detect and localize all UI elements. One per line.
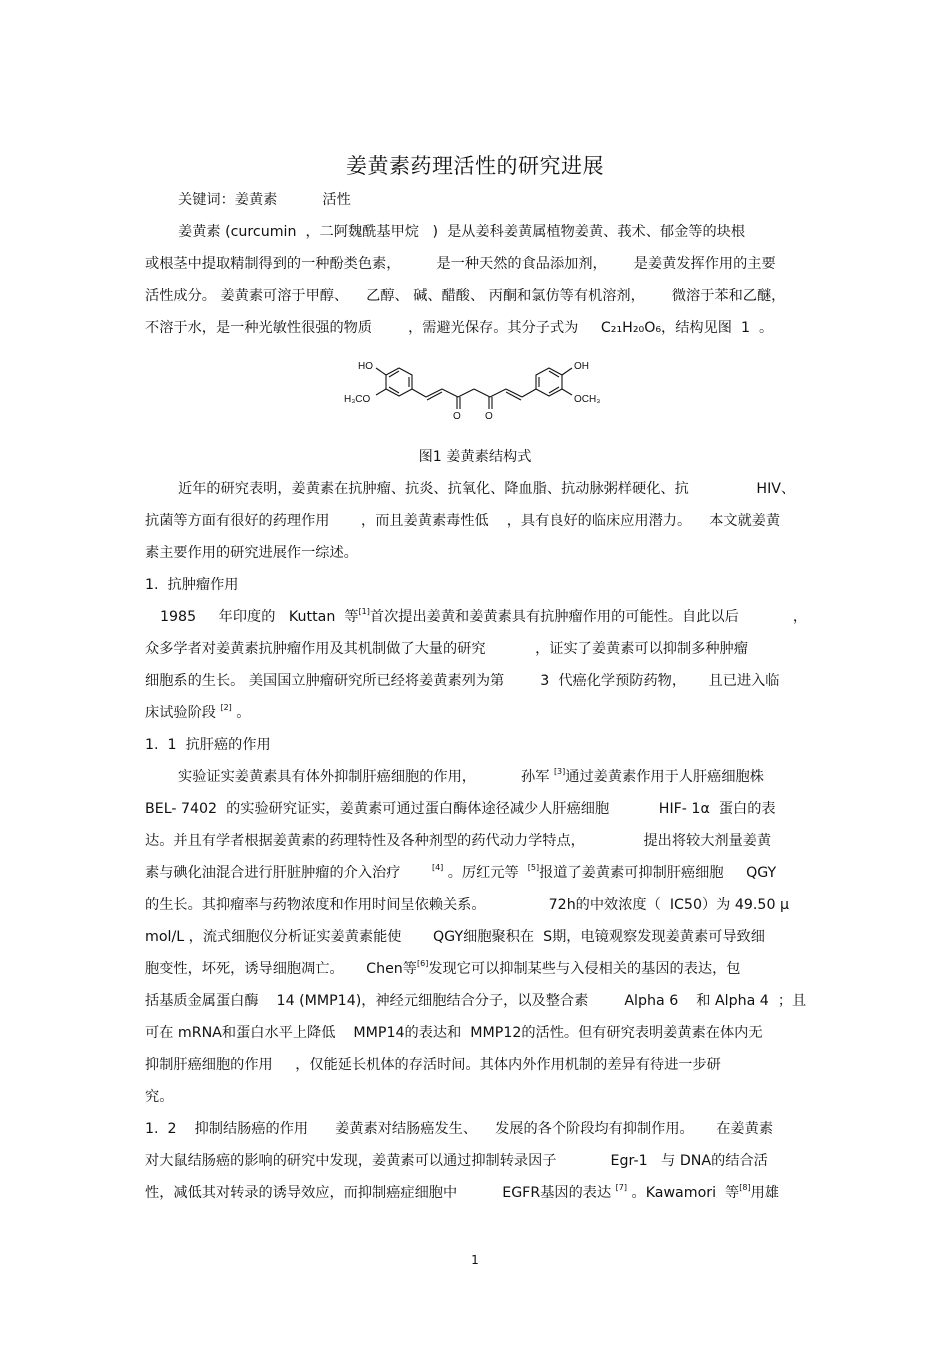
paragraph-line: 实验证实姜黄素具有体外抑制肝癌细胞的作用， 孙军 [3]通过姜黄素作用于人肝癌细胞株 [178,767,764,785]
paragraph-line: 抗菌等方面有很好的药理作用 ，而且姜黄素毒性低 ，具有良好的临床应用潜力。 本文就姜黄 [145,513,781,529]
figure-caption: 图1 姜黄素结构式 [418,449,532,465]
label-och3: OCH₃ [574,394,601,405]
paragraph-line: 胞变性，坏死，诱导细胞凋亡。 Chen等[6]发现它可以抑制某些与入侵相关的基因的表达，包 [145,959,741,977]
paragraph-line: 众多学者对姜黄素抗肿瘤作用及其机制做了大量的研究 ，证实了姜黄素可以抑制多种肿瘤 [145,641,748,657]
paragraph-line: 素与碘化油混合进行肝脏肿瘤的介入治疗 [4] 。厉红元等 [5]报道了姜黄素可抑制肝癌细胞 QGY [145,863,777,881]
label-h3co: H₃CO [344,394,371,405]
paragraph-line: 1985 年印度的 Kuttan 等[1]首次提出姜黄和姜黄素具有抗肿瘤作用的可能性。自此以后 ， [160,607,808,625]
paragraph-line: 的生长。其抑瘤率与药物浓度和作用时间呈依赖关系。 72h的中效浓度（ IC50）为 49.50 μ [145,897,790,913]
paragraph-line: 不溶于水，是一种光敏性很强的物质 ，需避光保存。其分子式为 C₂₁H₂₀O₆，结构见图 1 。 [145,320,774,336]
citation-ref: [7] [615,1183,627,1192]
citation-ref: [5] [527,863,540,872]
citation-ref: [1] [358,607,370,616]
page-title: 姜黄素药理活性的研究进展 [346,154,604,178]
label-o2: O [485,411,493,422]
paragraph-line: 活性成分。 姜黄素可溶于甲醇、 乙醇、 碱、醋酸、 丙酮和氯仿等有机溶剂， 微溶于苯和乙醚， [145,288,786,304]
curcumin-structure-figure [338,355,618,430]
citation-ref: [6] [416,959,429,968]
label-ho: HO [358,361,373,372]
paragraph-line: 达。并且有学者根据姜黄素的药理特性及各种剂型的药代动力学特点， 提出将较大剂量姜黄 [145,833,772,849]
citation-ref: [3] [553,767,566,776]
paragraph-line: 对大鼠结肠癌的影响的研究中发现，姜黄素可以通过抑制转录因子 Egr-1 与 DNA的结合活 [145,1153,768,1169]
citation-ref: [4] [431,863,444,872]
label-o1: O [453,411,461,422]
keywords: 关键词：姜黄素 活性 [178,192,351,208]
paragraph-line: mol/L ，流式细胞仪分析证实姜黄素能使 QGY细胞聚积在 S期，电镜观察发现姜黄素可导致细 [145,929,765,945]
paragraph-line: 姜黄素 (curcumin ，二阿魏酰基甲烷 ) 是从姜科姜黄属植物姜黄、莪术、郁金等的块根 [178,224,746,240]
paragraph-line: 究。 [145,1089,174,1105]
citation-ref: [2] [220,703,232,712]
paragraph-line: 可在 mRNA和蛋白水平上降低 MMP14的表达和 MMP12的活性。但有研究表明姜黄素在体内无 [145,1025,763,1041]
paragraph-line: 1. 2 抑制结肠癌的作用 姜黄素对结肠癌发生、 发展的各个阶段均有抑制作用。 在姜黄素 [145,1121,774,1137]
section-heading: 1. 1 抗肝癌的作用 [145,737,271,753]
paragraph-line: 近年的研究表明，姜黄素在抗肿瘤、抗炎、抗氧化、降血脂、抗动脉粥样硬化、抗 HIV、 [178,481,796,497]
label-oh: OH [574,361,589,372]
section-heading: 1. 抗肿瘤作用 [145,577,239,593]
paragraph-line: 素主要作用的研究进展作一综述。 [145,545,358,561]
paragraph-line: 性，减低其对转录的诱导效应，而抑制癌症细胞中 EGFR基因的表达 [7] 。Kawamori 等[8]用雄 [145,1183,779,1201]
paragraph-line: 细胞系的生长。 美国国立肿瘤研究所已经将姜黄素列为第 3 代癌化学预防药物， 且已进入临 [145,673,780,689]
paragraph-line: 床试验阶段 [2] 。 [145,703,251,721]
page-number: 1 [471,1253,479,1267]
citation-ref: [8] [739,1183,751,1192]
paragraph-line: 括基质金属蛋白酶 14 (MMP14)，神经元细胞结合分子，以及整合素 Alpha 6 和 Alpha 4 ；且 [145,993,807,1009]
paragraph-line: BEL- 7402 的实验研究证实，姜黄素可通过蛋白酶体途径减少人肝癌细胞 HIF- 1α 蛋白的表 [145,801,776,817]
paragraph-line: 或根茎中提取精制得到的一种酚类色素， 是一种天然的食品添加剂， 是姜黄发挥作用的主要 [145,256,776,272]
paragraph-line: 抑制肝癌细胞的作用 ，仅能延长机体的存活时间。其体内外作用机制的差异有待进一步研 [145,1057,721,1073]
